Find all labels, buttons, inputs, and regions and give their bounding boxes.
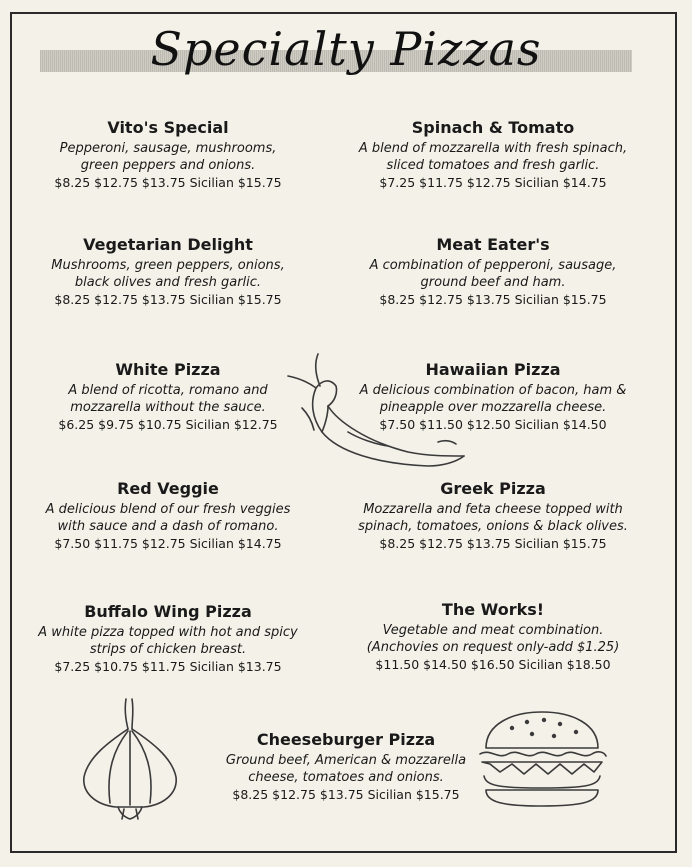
item-description: ground beef and ham. (420, 275, 566, 290)
item-description: spinach, tomatoes, onions & black olives. (358, 519, 628, 534)
menu-item-the-works (348, 599, 638, 674)
item-name: Greek Pizza (440, 479, 546, 498)
item-description: cheese, tomatoes and onions. (248, 770, 444, 785)
item-description: A blend of mozzarella with fresh spinach, (358, 141, 628, 156)
item-name: Vegetarian Delight (83, 235, 253, 254)
menu-title: Specialty Pizzas (150, 22, 542, 76)
item-description: (Anchovies on request only-add $1.25) (366, 640, 620, 655)
item-name: Buffalo Wing Pizza (84, 602, 252, 621)
item-prices: $7.25 $10.75 $11.75 Sicilian $13.75 (54, 659, 282, 674)
item-prices: $8.25 $12.75 $13.75 Sicilian $15.75 (379, 292, 607, 307)
menu-item-vegetarian-delight (23, 234, 313, 309)
item-description: A blend of ricotta, romano and (68, 383, 268, 398)
item-description: pineapple over mozzarella cheese. (379, 400, 607, 415)
item-description: Pepperoni, sausage, mushrooms, (59, 141, 277, 156)
chili-pepper-icon (278, 352, 468, 487)
item-description: A combination of pepperoni, sausage, (369, 258, 617, 273)
item-name: Red Veggie (117, 479, 219, 498)
item-name: Meat Eater's (436, 235, 550, 254)
item-name: Spinach & Tomato (411, 118, 575, 137)
item-description: black olives and fresh garlic. (74, 275, 262, 290)
item-description: A delicious blend of our fresh veggies (45, 502, 291, 517)
item-prices: $7.50 $11.75 $12.75 Sicilian $14.75 (54, 536, 282, 551)
item-prices: $11.50 $14.50 $16.50 Sicilian $18.50 (375, 657, 611, 672)
item-prices: $7.25 $11.75 $12.75 Sicilian $14.75 (379, 175, 607, 190)
item-description: Ground beef, American & mozzarella (225, 753, 467, 768)
item-name: Vito's Special (107, 118, 229, 137)
item-name: The Works! (441, 600, 545, 619)
item-description: strips of chicken breast. (89, 642, 247, 657)
menu-item-spinach-tomato (348, 117, 638, 192)
item-description: Mozzarella and feta cheese topped with (363, 502, 623, 517)
garlic-icon (80, 697, 180, 822)
item-name: Hawaiian Pizza (425, 360, 561, 379)
burger-icon (472, 710, 612, 810)
menu-item-buffalo-wing-pizza (23, 601, 313, 676)
item-description: Mushrooms, green peppers, onions, (51, 258, 285, 273)
item-prices: $8.25 $12.75 $13.75 Sicilian $15.75 (232, 787, 460, 802)
item-prices: $8.25 $12.75 $13.75 Sicilian $15.75 (379, 536, 607, 551)
menu-item-vitos-special (23, 117, 313, 192)
item-description: green peppers and onions. (80, 158, 256, 173)
menu-item-white-pizza (23, 359, 313, 434)
item-prices: $6.25 $9.75 $10.75 Sicilian $12.75 (58, 417, 278, 432)
item-prices: $8.25 $12.75 $13.75 Sicilian $15.75 (54, 175, 282, 190)
item-prices: $8.25 $12.75 $13.75 Sicilian $15.75 (54, 292, 282, 307)
item-description: Vegetable and meat combination. (382, 623, 604, 638)
item-name: White Pizza (115, 360, 221, 379)
item-prices: $7.50 $11.50 $12.50 Sicilian $14.50 (379, 417, 607, 432)
item-description: A white pizza topped with hot and spicy (38, 625, 298, 640)
item-name: Cheeseburger Pizza (256, 730, 436, 749)
menu-item-greek-pizza (348, 478, 638, 553)
item-description: with sauce and a dash of romano. (57, 519, 279, 534)
item-description: sliced tomatoes and fresh garlic. (386, 158, 600, 173)
menu-item-meat-eaters (348, 234, 638, 309)
item-description: mozzarella without the sauce. (70, 400, 266, 415)
item-description: A delicious combination of bacon, ham & (359, 383, 627, 398)
menu-item-cheeseburger-pizza (186, 729, 506, 804)
menu-item-red-veggie (23, 478, 313, 553)
